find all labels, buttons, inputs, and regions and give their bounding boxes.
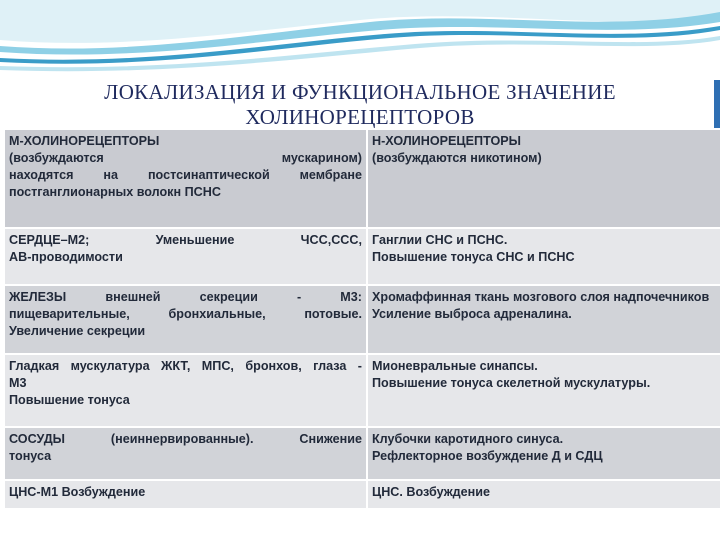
cell-line: Ганглии СНС и ПСНС. [372, 233, 508, 247]
m-header-line-2: (возбуждаются мускарином) [9, 151, 362, 165]
table-row [5, 427, 720, 480]
m-cell [5, 228, 367, 285]
m-header-line-4: постганглионарных волокн ПСНС [9, 185, 221, 199]
m-cell [5, 354, 367, 427]
cell-line: СОСУДЫ (неиннервированные). Снижение [9, 432, 362, 446]
cell-line: СЕРДЦЕ–М2; Уменьшение ЧСС,ССС, [9, 233, 362, 247]
n-cell [367, 285, 720, 354]
cell-line: Мионевральные синапсы. [372, 359, 538, 373]
m-cell [5, 427, 367, 480]
table-row [5, 228, 720, 285]
n-cell [367, 354, 720, 427]
n-receptors-header [367, 129, 720, 228]
m-header-title: М-ХОЛИНОРЕЦЕПТОРЫ [9, 134, 160, 148]
title-line-2: ХОЛИНОРЕЦЕПТОРОВ [245, 105, 475, 130]
n-cell [367, 427, 720, 480]
m-header-line-3: находятся на постсинаптической мембране [9, 168, 362, 182]
cell-line: Повышение тонуса СНС и ПСНС [372, 250, 575, 264]
cell-line: Увеличение секреции [9, 324, 146, 338]
cell-line: Клубочки каротидного синуса. [372, 432, 564, 446]
cell-line: Рефлекторное возбуждение Д и СДЦ [372, 449, 603, 463]
n-cell [367, 228, 720, 285]
cell-line: тонуса [9, 449, 52, 463]
cell-line: АВ-проводимости [9, 250, 123, 264]
cell-line: Повышение тонуса [9, 393, 130, 407]
table-row [5, 285, 720, 354]
cell-line: Повышение тонуса скелетной мускулатуры. [372, 376, 651, 390]
title-line-1: ЛОКАЛИЗАЦИЯ И ФУНКЦИОНАЛЬНОЕ ЗНАЧЕНИЕ [104, 80, 616, 105]
cell-line: пищеварительные, бронхиальные, потовые. [9, 307, 362, 321]
cell-line: ЖЕЛЕЗЫ внешней секреции - М3: [9, 290, 362, 304]
cell-line: ЦНС. Возбуждение [372, 485, 491, 499]
table-row [5, 354, 720, 427]
m-receptors-header [5, 129, 367, 228]
cell-line: М3 [9, 376, 27, 390]
m-cell [5, 480, 367, 508]
slide-title [0, 80, 720, 130]
n-header-line-2: (возбуждаются никотином) [372, 151, 542, 165]
n-header-title: Н-ХОЛИНОРЕЦЕПТОРЫ [372, 134, 521, 148]
cell-line: ЦНС-М1 Возбуждение [9, 485, 146, 499]
n-cell [367, 480, 720, 508]
table-row [5, 480, 720, 508]
cholinoreceptor-table [5, 128, 720, 508]
cell-line: Усиление выброса адреналина. [372, 307, 572, 321]
cell-line: Хромаффинная ткань мозгового слоя надпочечников [372, 290, 710, 304]
m-cell [5, 285, 367, 354]
table-header-row [5, 129, 720, 228]
cell-line: Гладкая мускулатура ЖКТ, МПС, бронхов, глаза - [9, 359, 362, 373]
decorative-waves [0, 0, 720, 80]
